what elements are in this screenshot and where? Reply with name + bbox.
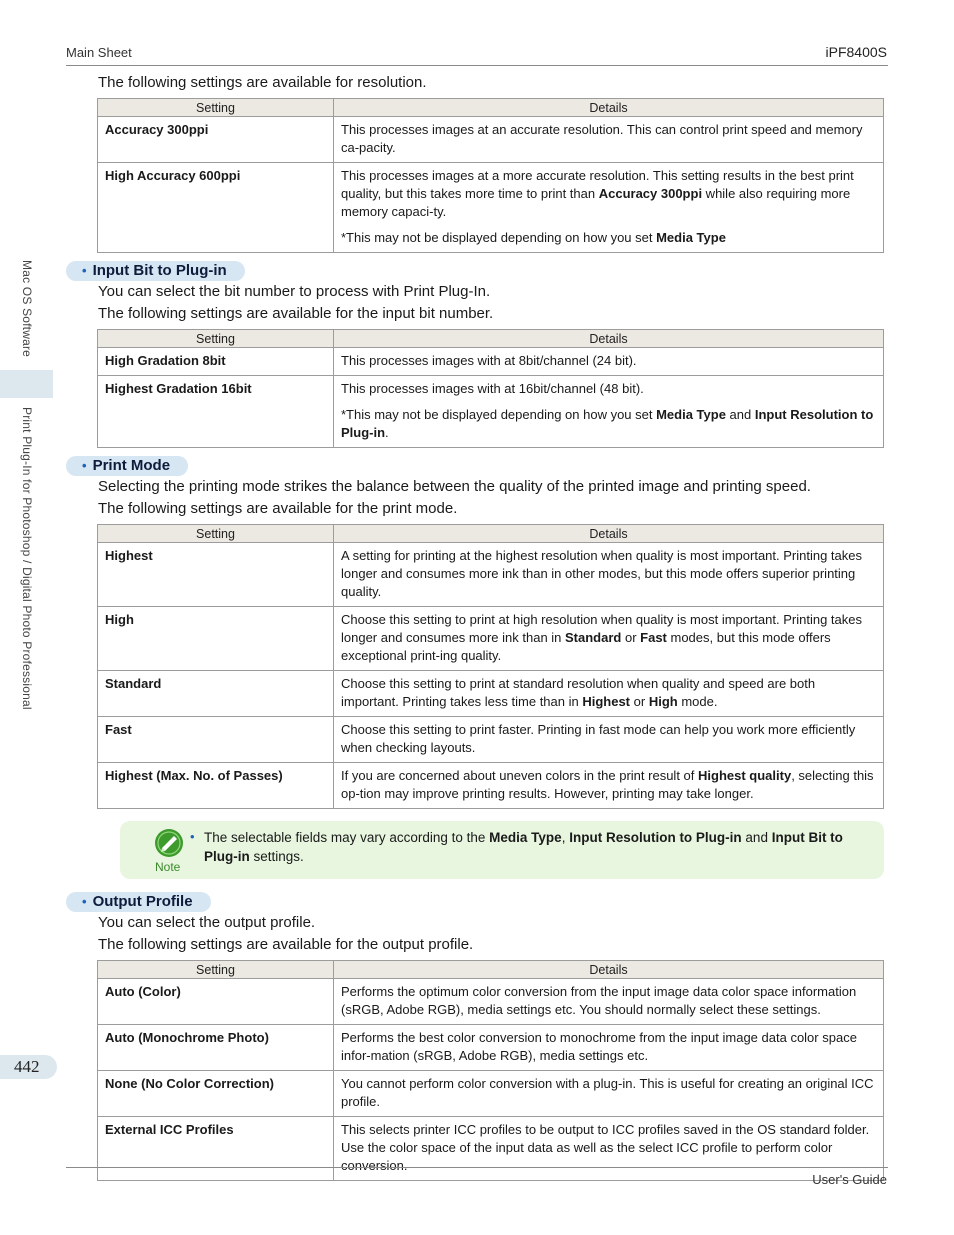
details-footnote: *This may not be displayed depending on how you set	[341, 407, 657, 422]
details-bold: Highest	[582, 694, 631, 709]
setting-name: External ICC Profiles	[98, 1117, 334, 1181]
setting-details	[334, 607, 884, 671]
input-bit-text1: You can select the bit number to process with Print Plug-In.	[98, 283, 491, 300]
header-rule	[66, 65, 888, 66]
col-details: Details	[334, 525, 884, 543]
print-mode-text1: Selecting the printing mode strikes the balance between the quality of the printed image and printing speed.	[98, 478, 811, 495]
details-text: This processes images at an accurate resolution. This can control print speed and memory ca-pacity.	[341, 122, 863, 155]
setting-name: Highest (Max. No. of Passes)	[98, 763, 334, 809]
note-text: and	[741, 830, 772, 845]
setting-details	[334, 117, 884, 163]
print-mode-table	[97, 524, 884, 809]
col-details: Details	[334, 330, 884, 348]
table-row	[98, 1025, 884, 1071]
section-title: Output Profile	[92, 893, 193, 910]
output-profile-text2: The following settings are available for the output profile.	[98, 936, 474, 953]
section-heading-print-mode	[66, 456, 188, 476]
section-title: Print Mode	[92, 457, 171, 474]
table-row	[98, 671, 884, 717]
details-text: .	[385, 425, 389, 440]
details-text: and	[725, 407, 755, 422]
setting-details	[334, 671, 884, 717]
table-header-row	[98, 961, 884, 979]
details-bold: Highest quality	[698, 768, 792, 783]
note-text: ,	[561, 830, 570, 845]
setting-details: Performs the best color conversion to monochrome from the input image data color space infor-mation (sRGB, Adobe RGB), media settings etc.	[334, 1025, 884, 1071]
note-bold: Input Bit to Plug-in	[204, 830, 843, 864]
details-text: mode.	[677, 694, 718, 709]
setting-name: Fast	[98, 717, 334, 763]
col-setting: Setting	[98, 961, 334, 979]
col-details: Details	[334, 961, 884, 979]
details-bold: Standard	[565, 630, 622, 645]
details-text: Choose this setting to print at standard resolution when quality and speed are both important. Printing takes less time than in	[341, 676, 816, 709]
details-bold: High	[648, 694, 678, 709]
side-tab-print-plugin[interactable]: Print Plug-In for Photoshop / Digital Photo Professional	[20, 407, 34, 710]
setting-name: Highest	[98, 543, 334, 607]
setting-name: Highest Gradation 16bit	[98, 376, 334, 448]
setting-name: Auto (Monochrome Photo)	[98, 1025, 334, 1071]
output-profile-text1: You can select the output profile.	[98, 914, 316, 931]
details-bold: Fast	[640, 630, 667, 645]
col-setting: Setting	[98, 525, 334, 543]
setting-details: This processes images with at 8bit/channel (24 bit).	[334, 348, 884, 376]
table-row	[98, 543, 884, 607]
details-text: Choose this setting to print at high resolution when quality is most important. Printing takes longer and consumes more ink than in	[341, 612, 862, 645]
bullet-icon: •	[82, 263, 87, 278]
setting-name: Accuracy 300ppi	[98, 117, 334, 163]
table-row	[98, 163, 884, 253]
table-row	[98, 1071, 884, 1117]
details-text: or	[630, 694, 649, 709]
setting-name: Auto (Color)	[98, 979, 334, 1025]
details-text: If you are concerned about uneven colors in the print result of	[341, 768, 698, 783]
setting-name: High Gradation 8bit	[98, 348, 334, 376]
setting-details: Performs the optimum color conversion from the input image data color space information (sRGB, Adobe RGB), media settings etc. You should normally select these settings.	[334, 979, 884, 1025]
col-setting: Setting	[98, 330, 334, 348]
note-bold: Media Type	[489, 830, 562, 845]
setting-details: A setting for printing at the highest resolution when quality is most important. Printing takes longer and consumes more ink than in other modes, but this mode offers superior printing quality.	[334, 543, 884, 607]
side-tab-divider	[0, 370, 53, 398]
setting-name: Standard	[98, 671, 334, 717]
col-setting: Setting	[98, 99, 334, 117]
page-number: 442	[0, 1055, 57, 1079]
details-text: , selecting this op-tion may improve printing results. However, printing may take longer.	[341, 768, 874, 801]
setting-details: This selects printer ICC profiles to be output to ICC profiles saved in the OS standard folder. Use the color space of the input data as well as the select ICC profile to perform color conversion.	[334, 1117, 884, 1181]
details-bold: Media Type	[656, 230, 726, 245]
main-content	[82, 72, 884, 1181]
header-section-name: Main Sheet	[66, 45, 132, 60]
setting-name: High	[98, 607, 334, 671]
table-row	[98, 717, 884, 763]
input-bit-text2: The following settings are available for the input bit number.	[98, 305, 494, 322]
setting-details	[334, 763, 884, 809]
details-text: This processes images with at 16bit/channel (48 bit).	[341, 381, 644, 396]
table-row	[98, 376, 884, 448]
details-bold: Accuracy 300ppi	[598, 186, 703, 201]
header-model-name: iPF8400S	[825, 44, 887, 60]
note-text: settings.	[249, 849, 304, 864]
col-details: Details	[334, 99, 884, 117]
footer-guide-name: User's Guide	[812, 1172, 887, 1187]
details-text: modes, but this mode offers exceptional print-ing quality.	[341, 630, 831, 663]
table-header-row	[98, 99, 884, 117]
print-mode-text2: The following settings are available for the print mode.	[98, 500, 458, 517]
table-row	[98, 979, 884, 1025]
section-heading-input-bit	[66, 261, 245, 281]
table-row	[98, 1117, 884, 1181]
input-bit-table	[97, 329, 884, 448]
table-header-row	[98, 330, 884, 348]
note-bold: Input Resolution to Plug-in	[569, 830, 742, 845]
footer-rule	[66, 1167, 888, 1168]
setting-name: None (No Color Correction)	[98, 1071, 334, 1117]
pencil-check-icon	[154, 828, 184, 858]
details-text: while also requiring more memory capaci-ty.	[341, 186, 851, 219]
table-row	[98, 348, 884, 376]
details-footnote: *This may not be displayed depending on how you set	[341, 230, 657, 245]
table-row	[98, 763, 884, 809]
side-tab-mac-os-software[interactable]: Mac OS Software	[20, 260, 34, 358]
setting-details	[334, 376, 884, 448]
bullet-icon: •	[82, 458, 87, 473]
section-heading-output-profile	[66, 892, 211, 912]
bullet-icon: •	[190, 829, 195, 844]
table-header-row	[98, 525, 884, 543]
note-box	[120, 821, 884, 879]
resolution-table	[97, 98, 884, 253]
setting-details: You cannot perform color conversion with a plug-in. This is useful for creating an original ICC profile.	[334, 1071, 884, 1117]
setting-details: Choose this setting to print faster. Printing in fast mode can help you work more efficiently when checking layouts.	[334, 717, 884, 763]
table-row	[98, 607, 884, 671]
details-text: or	[621, 630, 641, 645]
details-bold: Media Type	[656, 407, 726, 422]
details-text: This processes images at a more accurate resolution. This setting results in the best print quality, but this takes more time to print than	[341, 168, 854, 201]
note-text: The selectable fields may vary according to the	[204, 830, 490, 845]
note-label: Note	[155, 860, 181, 874]
table-row	[98, 117, 884, 163]
section-title: Input Bit to Plug-in	[92, 262, 227, 279]
setting-name: High Accuracy 600ppi	[98, 163, 334, 253]
bullet-icon: •	[82, 894, 87, 909]
setting-details	[334, 163, 884, 253]
output-profile-table	[97, 960, 884, 1181]
details-bold: Input Resolution to Plug-in	[341, 407, 874, 440]
resolution-intro: The following settings are available for resolution.	[98, 74, 427, 91]
